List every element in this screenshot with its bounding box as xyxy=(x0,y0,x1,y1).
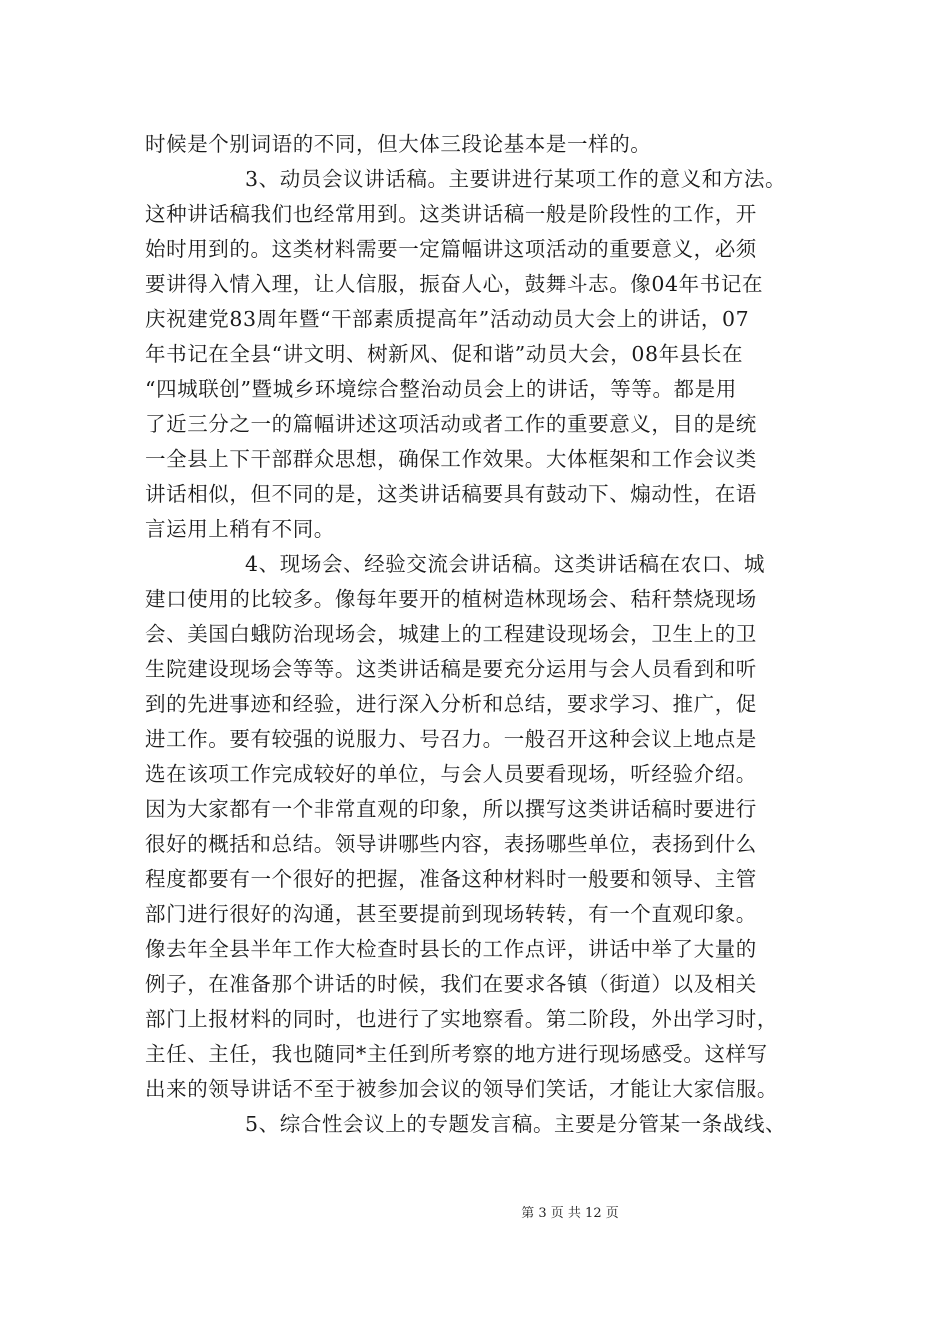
text-line: 年书记在全县“讲文明、树新风、促和谐”动员大会，08年县长在 xyxy=(145,342,744,366)
text-line: 生院建设现场会等等。这类讲话稿是要充分运用与会人员看到和听 xyxy=(145,657,757,681)
text-line: 选在该项工作完成较好的单位，与会人员要看现场，听经验介绍。 xyxy=(145,762,757,786)
text-line: 了近三分之一的篇幅讲述这项活动或者工作的重要意义，目的是统 xyxy=(145,412,757,436)
text-line: 到的先进事迹和经验，进行深入分析和总结，要求学习、推广，促 xyxy=(145,692,757,716)
text-line: 例子，在准备那个讲话的时候，我们在要求各镇（街道）以及相关 xyxy=(145,972,757,996)
text-line: 像去年全县半年工作大检查时县长的工作点评，讲话中举了大量的 xyxy=(145,937,757,961)
text-line: 时候是个别词语的不同，但大体三段论基本是一样的。 xyxy=(145,132,652,156)
page-footer: 第 3 页 共 12 页 xyxy=(521,1206,619,1221)
text-line: 主任、主任，我也随同*主任到所考察的地方进行现场感受。这样写 xyxy=(145,1042,768,1066)
text-line: 一全县上下干部群众思想，确保工作效果。大体框架和工作会议类 xyxy=(145,447,757,471)
text-line: 要讲得入情入理，让人信服，振奋人心，鼓舞斗志。像04年书记在 xyxy=(145,272,764,296)
text-line: 3、动员会议讲话稿。主要讲进行某项工作的意义和方法。 xyxy=(245,167,787,191)
text-line: 部门进行很好的沟通，甚至要提前到现场转转，有一个直观印象。 xyxy=(145,902,757,926)
text-line: 出来的领导讲话不至于被参加会议的领导们笑话，才能让大家信服。 xyxy=(145,1077,778,1101)
text-line: 5、综合性会议上的专题发言稿。主要是分管某一条战线、 xyxy=(245,1112,787,1136)
text-line: 庆祝建党83周年暨“干部素质提高年”活动动员大会上的讲话，07 xyxy=(145,307,750,331)
text-line: 很好的概括和总结。领导讲哪些内容，表扬哪些单位，表扬到什么 xyxy=(145,832,757,856)
text-line: 程度都要有一个很好的把握，准备这种材料时一般要和领导、主管 xyxy=(145,867,757,891)
text-line: 进工作。要有较强的说服力、号召力。一般召开这种会议上地点是 xyxy=(145,727,757,751)
text-line: “四城联创”暨城乡环境综合整治动员会上的讲话，等等。都是用 xyxy=(145,377,737,401)
text-line: 这种讲话稿我们也经常用到。这类讲话稿一般是阶段性的工作，开 xyxy=(145,202,757,226)
text-line: 讲话相似，但不同的是，这类讲话稿要具有鼓动下、煽动性，在语 xyxy=(145,482,757,506)
text-line: 建口使用的比较多。像每年要开的植树造林现场会、秸秆禁烧现场 xyxy=(145,587,757,611)
text-line: 因为大家都有一个非常直观的印象，所以撰写这类讲话稿时要进行 xyxy=(145,797,757,821)
text-line: 始时用到的。这类材料需要一定篇幅讲这项活动的重要意义，必须 xyxy=(145,237,757,261)
text-line: 会、美国白蛾防治现场会，城建上的工程建设现场会，卫生上的卫 xyxy=(145,622,757,646)
text-line: 言运用上稍有不同。 xyxy=(145,517,335,541)
text-line: 4、现场会、经验交流会讲话稿。这类讲话稿在农口、城 xyxy=(245,552,766,576)
text-line: 部门上报材料的同时，也进行了实地察看。第二阶段，外出学习时， xyxy=(145,1007,778,1031)
